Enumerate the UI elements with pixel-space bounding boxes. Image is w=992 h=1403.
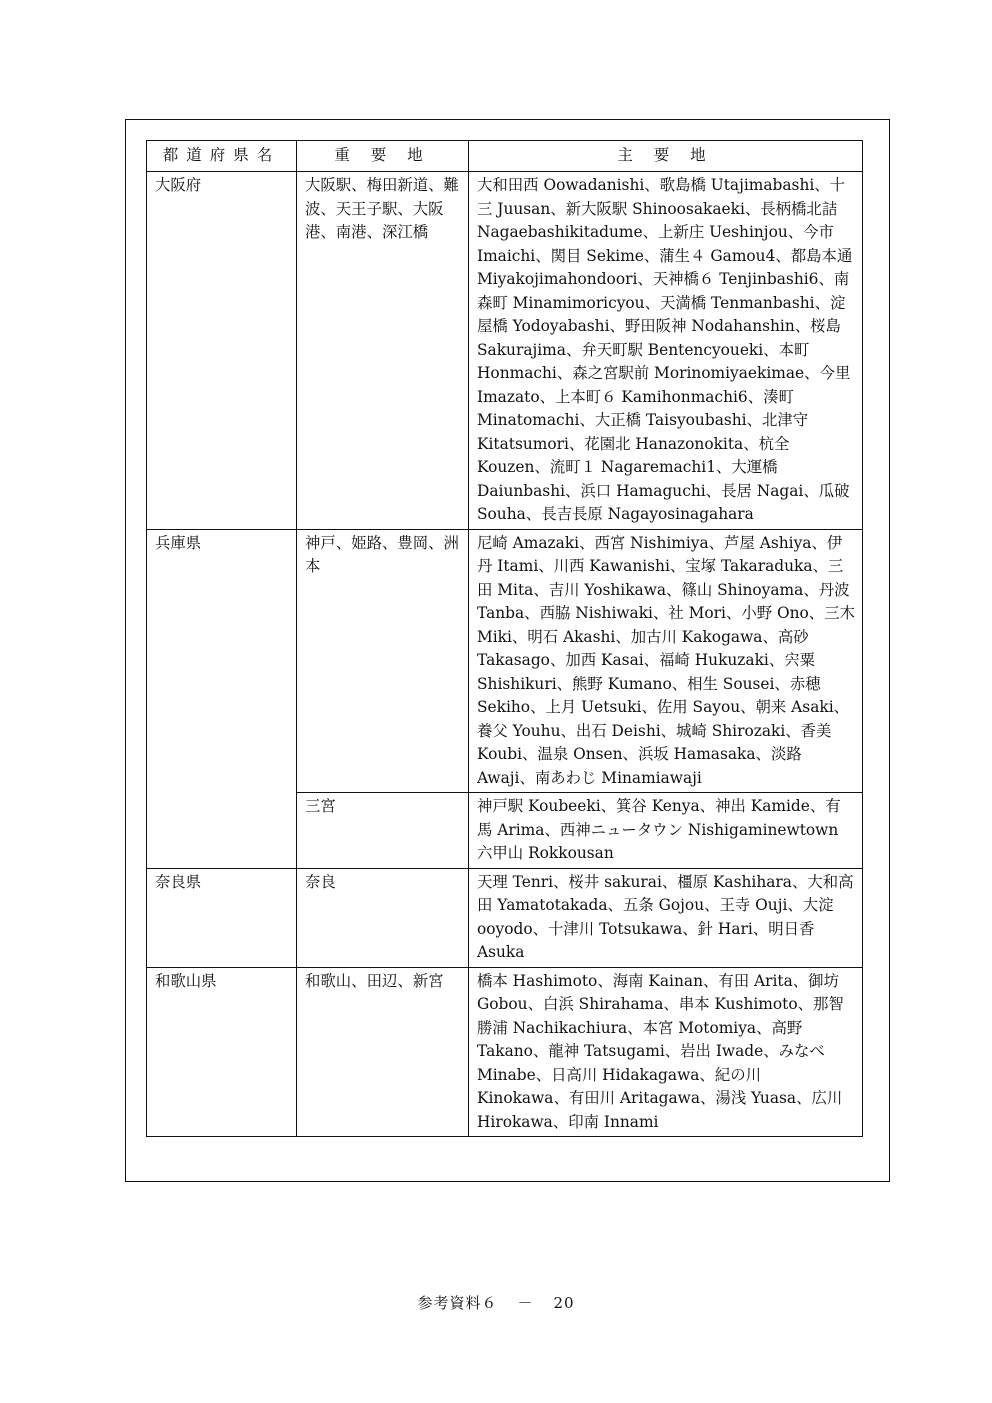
table-header-row [147, 141, 863, 172]
footer-dash: － [517, 1294, 534, 1312]
main-cell: 橋本 Hashimoto、海南 Kainan、有田 Arita、御坊 Gobou、白浜 Shirahama、串本 Kushimoto、那智勝浦 Nachikachiura、本宮 Motomiya、高野 Takano、龍神 Tatsugami、岩出 Iwade、みなべ Minabe、日高川 Hidakagawa、紀の川 Kinokawa、有田川 Aritagawa、湯浅 Yuasa、広川 Hirokawa、印南 Innami [469, 967, 863, 1137]
table-row-osaka [147, 172, 863, 530]
major-cell: 奈良 [297, 868, 469, 967]
prefecture-cell: 奈良県 [147, 868, 297, 967]
table-row-hyogo [147, 529, 863, 793]
header-main: 主 要 地 [469, 141, 863, 172]
header-prefecture: 都道府県名 [147, 141, 297, 172]
major-cell: 和歌山、田辺、新宮 [297, 967, 469, 1137]
main-cell: 大和田西 Oowadanishi、歌島橋 Utajimabashi、十三 Juusan、新大阪駅 Shinoosakaeki、長柄橋北詰 Nagaebashikitadume、上新庄 Ueshinjou、今市 Imaichi、関目 Sekime、蒲生４ Gamou4、都島本通 Miyakojimahondoori、天神橋６ Tenjinbashi6、南森町 Minamimoricyou、天満橋 Tenmanbashi、淀屋橋 Yodoyabashi、野田阪神 Nodahanshin、桜島 Sakurajima、弁天町駅 Bentencyoueki、本町 Honmachi、森之宮駅前 Morinomiyaekimae、今里 Imazato、上本町６ Kamihonmachi6、湊町 Minatomachi、大正橋 Taisyoubashi、北津守 Kitatsumori、花園北 Hanazonokita、杭全 Kouzen、流町１ Nagaremachi1、大運橋 Daiunbashi、浜口 Hamaguchi、長居 Nagai、瓜破 Souha、長吉長原 Nagayosinagahara [469, 172, 863, 530]
table-row-nara [147, 868, 863, 967]
main-cell: 神戸駅 Koubeeki、箕谷 Kenya、神出 Kamide、有馬 Arima、西神ニュータウン Nishigaminewtown 六甲山 Rokkousan [469, 793, 863, 869]
location-table [146, 140, 863, 1137]
major-cell: 大阪駅、梅田新道、難波、天王子駅、大阪港、南港、深江橋 [297, 172, 469, 530]
page-number: 20 [553, 1294, 575, 1312]
major-cell: 三宮 [297, 793, 469, 869]
main-cell: 天理 Tenri、桜井 sakurai、橿原 Kashihara、大和高田 Yamatotakada、五条 Gojou、王寺 Ouji、大淀 ooyodo、十津川 Totsukawa、針 Hari、明日香 Asuka [469, 868, 863, 967]
footer-label: 参考資料６ [417, 1294, 498, 1312]
main-cell: 尼崎 Amazaki、西宮 Nishimiya、芦屋 Ashiya、伊丹 Itami、川西 Kawanishi、宝塚 Takaraduka、三田 Mita、吉川 Yoshikawa、篠山 Shinoyama、丹波 Tanba、西脇 Nishiwaki、社 Mori、小野 Ono、三木 Miki、明石 Akashi、加古川 Kakogawa、高砂 Takasago、加西 Kasai、福崎 Hukuzaki、宍粟 Shishikuri、熊野 Kumano、相生 Sousei、赤穂 Sekiho、上月 Uetsuki、佐用 Sayou、朝来 Asaki、養父 Youhu、出石 Deishi、城崎 Shirozaki、香美 Koubi、温泉 Onsen、浜坂 Hamasaka、淡路 Awaji、南あわじ Minamiawaji [469, 529, 863, 793]
table-row-wakayama [147, 967, 863, 1137]
page-footer [0, 1292, 992, 1313]
prefecture-cell: 兵庫県 [147, 529, 297, 868]
major-cell: 神戸、姫路、豊岡、洲本 [297, 529, 469, 793]
prefecture-cell: 和歌山県 [147, 967, 297, 1137]
header-major: 重 要 地 [297, 141, 469, 172]
prefecture-cell: 大阪府 [147, 172, 297, 530]
